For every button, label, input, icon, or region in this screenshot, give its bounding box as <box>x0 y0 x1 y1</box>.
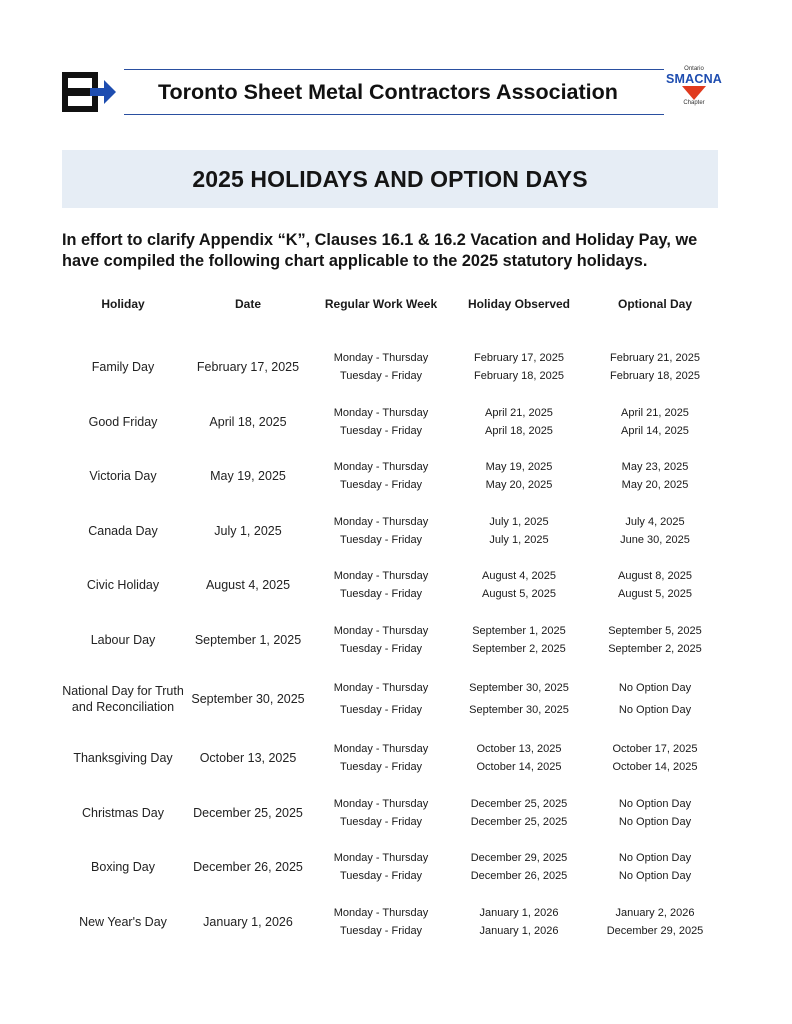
smacna-logo-brand: SMACNA <box>665 72 723 86</box>
work-week: Monday - Thursday <box>333 406 429 419</box>
observed-date: April 18, 2025 <box>485 424 553 437</box>
observed-date: December 25, 2025 <box>470 815 568 828</box>
observed-cell <box>450 351 588 383</box>
optional-date: No Option Day <box>618 815 692 828</box>
holiday-name: Thanksgiving Day <box>73 751 173 766</box>
optional-date: December 29, 2025 <box>606 924 704 937</box>
header-holiday: Holiday <box>101 297 145 311</box>
observed-date: February 17, 2025 <box>474 352 564 365</box>
observed-date: May 20, 2025 <box>485 479 553 492</box>
work-week: Tuesday - Friday <box>339 815 423 828</box>
work-week-cell <box>312 742 450 774</box>
observed-date: September 2, 2025 <box>472 642 566 655</box>
optional-date: No Option Day <box>618 682 692 694</box>
observed-cell <box>450 906 588 938</box>
optional-cell <box>588 406 722 438</box>
table-row <box>62 504 722 559</box>
page-title: 2025 HOLIDAYS AND OPTION DAYS <box>192 165 588 192</box>
optional-cell <box>588 681 722 717</box>
observed-date: September 30, 2025 <box>469 682 569 694</box>
observed-cell <box>450 851 588 883</box>
table-row <box>62 667 722 731</box>
work-week: Monday - Thursday <box>333 852 429 865</box>
organization-name: Toronto Sheet Metal Contractors Association <box>158 80 618 104</box>
holiday-date: February 17, 2025 <box>196 360 300 375</box>
header-optional-day: Optional Day <box>617 297 692 311</box>
work-week: Monday - Thursday <box>333 624 429 637</box>
work-week: Monday - Thursday <box>333 682 429 694</box>
observed-date: May 19, 2025 <box>485 461 553 474</box>
header-rule-top <box>124 69 664 70</box>
observed-date: September 30, 2025 <box>469 704 569 716</box>
optional-date: September 5, 2025 <box>608 624 702 637</box>
work-week: Monday - Thursday <box>333 743 429 756</box>
work-week-cell <box>312 460 450 492</box>
observed-date: August 4, 2025 <box>481 570 556 583</box>
observed-date: August 5, 2025 <box>481 588 556 601</box>
table-header <box>62 286 722 322</box>
work-week: Tuesday - Friday <box>339 761 423 774</box>
work-week-cell <box>312 681 450 717</box>
smacna-triangle-icon <box>682 86 706 100</box>
work-week: Monday - Thursday <box>333 570 429 583</box>
work-week: Monday - Thursday <box>333 906 429 919</box>
holiday-name: Civic Holiday <box>86 578 160 593</box>
smacna-logo <box>664 66 724 120</box>
work-week: Tuesday - Friday <box>339 642 423 655</box>
observed-date: July 1, 2025 <box>489 533 549 546</box>
table-row <box>62 895 722 950</box>
work-week-cell <box>312 569 450 601</box>
optional-date: February 21, 2025 <box>610 352 700 365</box>
observed-date: February 18, 2025 <box>474 370 564 383</box>
holiday-name: Canada Day <box>88 523 158 538</box>
title-banner <box>62 150 718 208</box>
smacna-logo-top-text: Ontario <box>684 66 704 72</box>
optional-date: July 4, 2025 <box>625 515 685 528</box>
optional-date: October 17, 2025 <box>612 743 698 756</box>
optional-date: June 30, 2025 <box>620 533 690 546</box>
work-week-cell <box>312 351 450 383</box>
observed-cell <box>450 515 588 547</box>
observed-cell <box>450 406 588 438</box>
optional-cell <box>588 569 722 601</box>
table-row <box>62 840 722 895</box>
optional-cell <box>588 624 722 656</box>
optional-cell <box>588 515 722 547</box>
optional-date: April 21, 2025 <box>621 406 689 419</box>
optional-date: September 2, 2025 <box>608 642 702 655</box>
work-week-cell <box>312 406 450 438</box>
observed-cell <box>450 624 588 656</box>
observed-cell <box>450 460 588 492</box>
work-week: Tuesday - Friday <box>339 870 423 883</box>
work-week: Tuesday - Friday <box>339 533 423 546</box>
observed-date: January 1, 2026 <box>479 924 559 937</box>
optional-cell <box>588 797 722 829</box>
work-week: Monday - Thursday <box>333 797 429 810</box>
work-week: Tuesday - Friday <box>339 704 423 716</box>
holiday-name: National Day for Truth and Reconciliation <box>62 684 184 714</box>
observed-cell <box>450 681 588 717</box>
holiday-name: Good Friday <box>88 414 158 429</box>
holiday-date: August 4, 2025 <box>205 578 291 593</box>
optional-date: February 18, 2025 <box>610 370 700 383</box>
work-week-cell <box>312 624 450 656</box>
observed-cell <box>450 569 588 601</box>
table-row <box>62 340 722 395</box>
work-week: Tuesday - Friday <box>339 424 423 437</box>
holiday-date: July 1, 2025 <box>214 523 282 538</box>
optional-cell <box>588 906 722 938</box>
work-week: Tuesday - Friday <box>339 924 423 937</box>
optional-date: No Option Day <box>618 704 692 716</box>
holiday-table <box>62 286 722 949</box>
header-holiday-observed: Holiday Observed <box>467 297 571 311</box>
table-row <box>62 558 722 613</box>
optional-date: April 14, 2025 <box>621 424 689 437</box>
holiday-name: Victoria Day <box>89 469 157 484</box>
work-week-cell <box>312 851 450 883</box>
table-row <box>62 613 722 668</box>
work-week: Tuesday - Friday <box>339 479 423 492</box>
optional-date: May 20, 2025 <box>621 479 689 492</box>
holiday-date: December 25, 2025 <box>193 805 303 820</box>
optional-date: No Option Day <box>618 852 692 865</box>
holiday-date: January 1, 2026 <box>203 914 293 929</box>
work-week: Monday - Thursday <box>333 461 429 474</box>
observed-cell <box>450 797 588 829</box>
observed-cell <box>450 742 588 774</box>
optional-date: August 5, 2025 <box>617 588 692 601</box>
table-row <box>62 731 722 786</box>
holiday-name: New Year's Day <box>79 914 167 929</box>
observed-date: October 14, 2025 <box>476 761 562 774</box>
work-week-cell <box>312 515 450 547</box>
holiday-name: Christmas Day <box>82 805 164 820</box>
observed-date: October 13, 2025 <box>476 743 562 756</box>
table-row <box>62 395 722 450</box>
observed-date: December 25, 2025 <box>470 797 568 810</box>
optional-cell <box>588 351 722 383</box>
optional-date: August 8, 2025 <box>617 570 692 583</box>
optional-cell <box>588 742 722 774</box>
holiday-date: May 19, 2025 <box>210 469 286 484</box>
table-row <box>62 449 722 504</box>
observed-date: December 26, 2025 <box>470 870 568 883</box>
header-date: Date <box>234 297 261 311</box>
holiday-name: Family Day <box>91 360 155 375</box>
holiday-date: December 26, 2025 <box>193 860 303 875</box>
observed-date: December 29, 2025 <box>470 852 568 865</box>
holiday-name: Labour Day <box>90 632 156 647</box>
optional-cell <box>588 460 722 492</box>
optional-date: October 14, 2025 <box>612 761 698 774</box>
observed-date: January 1, 2026 <box>479 906 559 919</box>
observed-date: July 1, 2025 <box>489 515 549 528</box>
page-header <box>60 64 736 124</box>
holiday-date: October 13, 2025 <box>199 751 297 766</box>
optional-date: No Option Day <box>618 797 692 810</box>
intro-paragraph: In effort to clarify Appendix “K”, Clauses 16.1 & 16.2 Vacation and Holiday Pay, we have compiled the following chart applicable to the 2025 statutory holidays. <box>62 231 698 270</box>
observed-date: September 1, 2025 <box>472 624 566 637</box>
optional-date: No Option Day <box>618 870 692 883</box>
header-regular-work-week: Regular Work Week <box>324 297 438 311</box>
header-rule-bottom <box>124 114 664 115</box>
holiday-date: September 1, 2025 <box>194 632 302 647</box>
work-week-cell <box>312 797 450 829</box>
holiday-date: April 18, 2025 <box>209 414 287 429</box>
table-row <box>62 786 722 841</box>
optional-date: January 2, 2026 <box>615 906 695 919</box>
optional-date: May 23, 2025 <box>621 461 689 474</box>
smacna-logo-bottom-text: Chapter <box>683 100 705 106</box>
work-week: Monday - Thursday <box>333 515 429 528</box>
holiday-date: September 30, 2025 <box>191 692 305 706</box>
work-week-cell <box>312 906 450 938</box>
work-week: Tuesday - Friday <box>339 370 423 383</box>
observed-date: April 21, 2025 <box>485 406 553 419</box>
optional-cell <box>588 851 722 883</box>
association-logo-icon <box>60 68 118 116</box>
work-week: Monday - Thursday <box>333 352 429 365</box>
work-week: Tuesday - Friday <box>339 588 423 601</box>
holiday-name: Boxing Day <box>91 860 155 875</box>
